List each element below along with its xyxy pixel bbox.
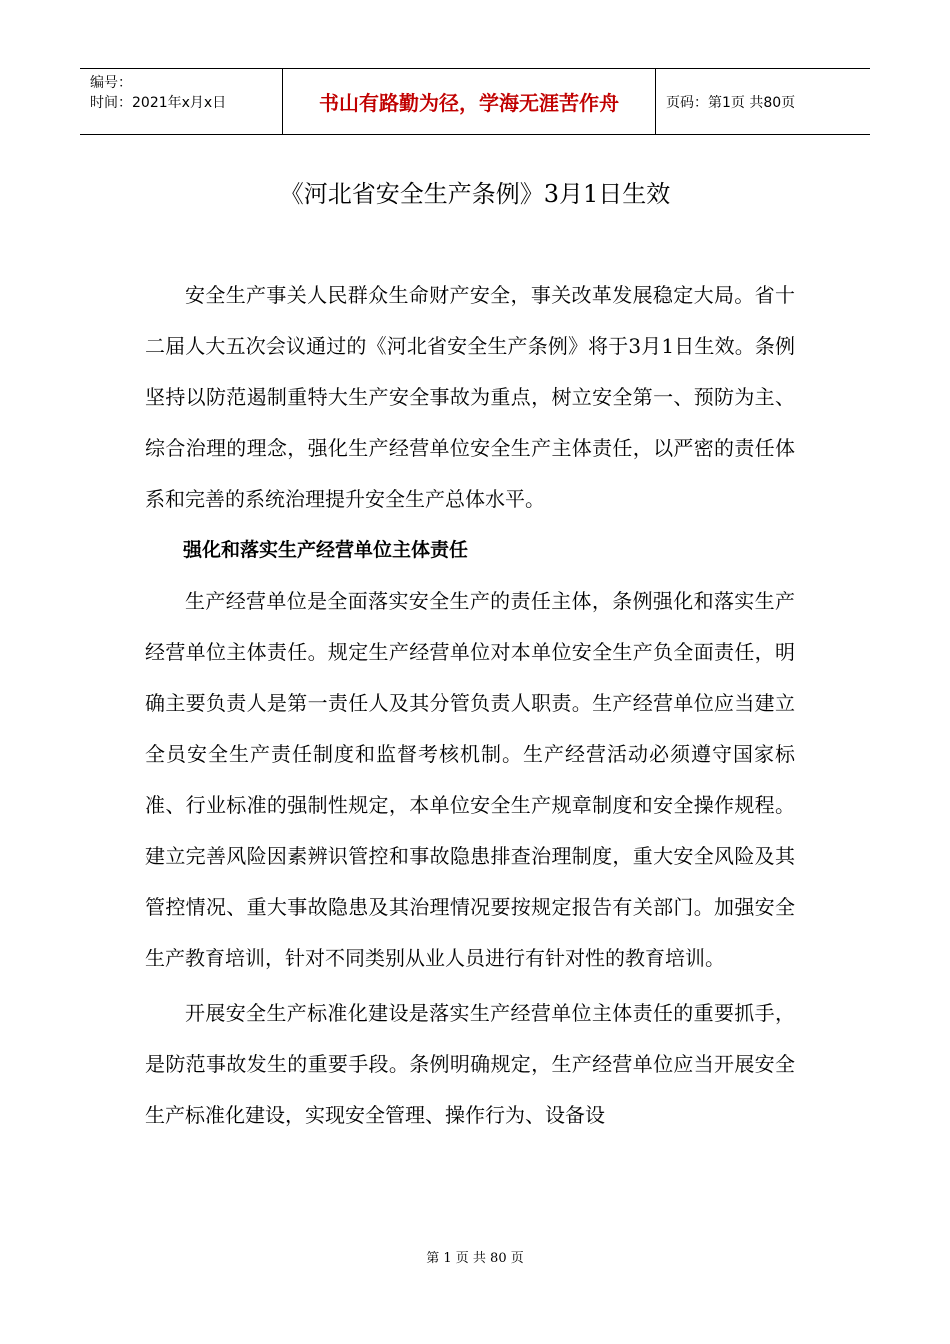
paragraph-2: 生产经营单位是全面落实安全生产的责任主体，条例强化和落实生产经营单位主体责任。规定生产经营单位对本单位安全生产负全面责任，明确主要负责人是第一责任人及其分管负责人职责。生产经营单位应当建立全员安全生产责任制度和监督考核机制。生产经营活动必须遵守国家标准、行业标准的强制性规定，本单位安全生产规章制度和安全操作规程。建立完善风险因素辨识管控和事故隐患排查治理制度，重大安全风险及其管控情况、重大事故隐患及其治理情况要按规定报告有关部门。加强安全生产教育培训，针对不同类别从业人员进行有针对性的教育培训。 (145, 589, 795, 970)
time-label: 时间：2021年x月x日 (90, 95, 227, 111)
page-footer: 第 1 页 共 80 页 (426, 1251, 524, 1266)
header-motto: 书山有路勤为径，学海无涯苦作舟 (282, 69, 656, 134)
document-header (80, 68, 870, 135)
paragraph-1: 安全生产事关人民群众生命财产安全，事关改革发展稳定大局。省十二届人大五次会议通过的《河北省安全生产条例》将于3月1日生效。条例坚持以防范遏制重特大生产安全事故为重点，树立安全第一、预防为主、综合治理的理念，强化生产经营单位安全生产主体责任，以严密的责任体系和完善的系统治理提升安全生产总体水平。 (145, 283, 795, 511)
number-label: 编号： (90, 75, 132, 91)
section-heading: 强化和落实生产经营单位主体责任 (183, 539, 469, 561)
header-page-info: 页码：第1页 共80页 (666, 94, 796, 111)
header-meta (80, 69, 282, 134)
document-body (145, 270, 795, 1141)
paragraph-3: 开展安全生产标准化建设是落实生产经营单位主体责任的重要抓手，是防范事故发生的重要手段。条例明确规定，生产经营单位应当开展安全生产标准化建设，实现安全管理、操作行为、设备设 (145, 1001, 795, 1127)
document-title: 《河北省安全生产条例》3月1日生效 (279, 180, 671, 208)
